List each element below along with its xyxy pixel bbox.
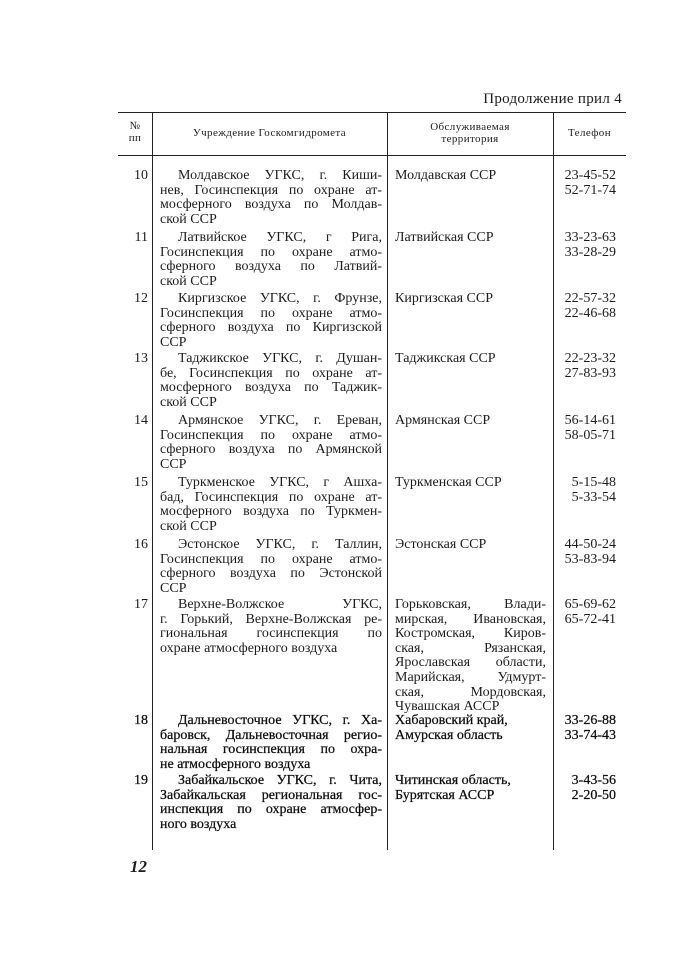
institution-cell [160,292,382,350]
territory-line: ская, Рязанская, [395,640,546,656]
institution-line: Киргизское УГКС, г. Фрунзе, [178,291,382,306]
institution-line: нальная госинспекция по охра- [160,742,382,758]
phone-number: 58-05-71 [564,427,616,443]
territory-line: Костромская, Киров- [395,626,546,642]
phone-number: 44-50-24 [564,537,616,552]
continuation-label: Продолжение прил 4 [483,91,622,107]
territory-line: Читинская область, [395,773,511,788]
institution-line: не атмосферного воздуха [160,756,311,772]
header-num-line: № [129,120,141,132]
phone-number: 3-43-56 [571,773,616,788]
phone-number: 56-14-61 [564,413,616,428]
row-number: 15 [134,475,148,490]
institution-line: Госинспекция по охране атмо- [160,244,382,260]
header-territory-line: территория [441,133,499,145]
institution-cell [160,538,382,596]
territory-cell [395,598,546,715]
territory-line: Бурятская АССР [395,787,495,803]
institution-line: инспекция по охране атмосфер- [160,802,382,818]
territory-line: Ярославская области, [395,655,546,671]
territory-line: Таджикская ССР [395,351,496,366]
institution-cell [160,714,382,772]
phone-cell [553,414,616,443]
institution-line: Армянское УГКС, г. Ереван, [178,413,382,428]
phone-cell [553,231,616,260]
institution-line: мосферного воздуха по Туркмен- [160,504,382,520]
institution-line: ного воздуха [160,816,237,832]
territory-cell [395,231,546,246]
institution-cell [160,352,382,410]
territory-cell [395,774,546,803]
header-territory [387,121,553,145]
institution-line: сферного воздуха по Армянской [160,442,382,458]
table-top-rule [118,112,626,113]
institution-line: сферного воздуха по Эстонской [160,566,382,582]
row-number: 17 [134,597,148,612]
institution-line: сферного воздуха по Латвий- [160,259,382,275]
territory-cell [395,538,546,553]
institution-line: ской ССР [160,273,217,289]
institution-line: Забайкальское УГКС, г. Чита, [178,773,382,788]
institution-line: ской ССР [160,518,217,534]
header-bottom-rule [118,155,626,156]
territory-cell [395,352,546,367]
phone-cell [553,774,616,803]
row-number: 13 [134,351,148,366]
institution-line: бад, Госинспекция по охране ат- [160,489,382,505]
institution-line: Госинспекция по охране атмо- [160,551,382,567]
phone-number: 33-26-88 [564,713,616,728]
institution-line: Латвийское УГКС, г Рига, [178,230,382,245]
phone-number: 5-33-54 [571,489,616,505]
row-number: 19 [134,773,148,788]
institution-line: бе, Госинспекция по охране ат- [160,365,382,381]
institution-line: Госинспекция по охране атмо- [160,305,382,321]
phone-cell [553,292,616,321]
territory-line: Эстонская ССР [395,537,487,552]
page-number: 12 [130,857,147,876]
institution-line: ССР [160,580,187,596]
territory-line: Амурская область [395,727,503,743]
row-number: 18 [134,713,148,728]
phone-cell [553,476,616,505]
header-num [118,120,152,144]
institution-line: Госинспекция по охране атмо- [160,427,382,443]
phone-number: 5-15-48 [571,475,616,490]
institution-line: нев, Госинспекция по охране ат- [160,182,382,198]
institution-line: Таджикское УГКС, г. Душан- [178,351,382,366]
institution-cell [160,231,382,289]
institution-line: ской ССР [160,211,217,227]
territory-line: Латвийская ССР [395,230,494,245]
phone-number: 53-83-94 [564,551,616,567]
institution-line: сферного воздуха по Киргизской [160,320,382,336]
institution-line: Дальневосточное УГКС, г. Ха- [178,713,382,728]
territory-line: Хабаровский край, [395,713,508,728]
institution-line: Туркменское УГКС, г Ашха- [178,475,382,490]
institution-cell [160,598,382,656]
institution-cell [160,476,382,534]
institution-line: ССР [160,456,187,472]
institution-cell [160,774,382,832]
institution-line: г. Горький, Верхне-Волжская ре- [160,611,382,627]
phone-cell [553,598,616,627]
header-territory-line: Обслуживаемая [430,121,510,133]
phone-cell [553,538,616,567]
territory-cell [395,169,546,184]
territory-line: Чувашская АССР [395,699,500,715]
territory-cell [395,714,546,743]
phone-number: 22-57-32 [564,291,616,306]
institution-line: ССР [160,334,187,350]
phone-number: 52-71-74 [564,182,616,198]
institution-cell [160,169,382,227]
phone-number: 22-46-68 [564,305,616,321]
column-divider [152,112,153,850]
institution-line: Верхне-Волжское УГКС, [178,597,382,612]
institution-line: мосферного воздуха по Молдав- [160,197,382,213]
header-num-line: пп [128,132,142,144]
phone-number: 33-23-63 [564,230,616,245]
territory-line: Марийская, Удмурт- [395,669,546,685]
phone-cell [553,169,616,198]
territory-cell [395,414,546,429]
row-number: 10 [134,168,148,183]
institution-line: Молдавское УГКС, г. Киши- [178,168,382,183]
territory-line: Горьковская, Влади- [395,597,546,612]
phone-number: 65-72-41 [564,611,616,627]
phone-number: 22-23-32 [564,351,616,366]
phone-cell [553,714,616,743]
row-number: 14 [134,413,148,428]
territory-cell [395,476,546,491]
row-number: 16 [134,537,148,552]
institution-line: ской ССР [160,394,217,410]
header-institution: Учреждение Госкомгидромета [192,127,347,139]
institution-cell [160,414,382,472]
territory-line: Молдавская ССР [395,168,497,183]
territory-line: мирская, Ивановская, [395,611,546,627]
institution-line: гиональная госинспекция по [160,626,382,642]
phone-number: 27-83-93 [564,365,616,381]
territory-line: ская, Мордовская, [395,684,546,700]
row-number: 12 [134,291,148,306]
phone-number: 33-28-29 [564,244,616,260]
row-number: 11 [134,230,148,245]
phone-number: 33-74-43 [564,727,616,743]
phone-number: 65-69-62 [564,597,616,612]
institution-line: баровск, Дальневосточная регио- [160,727,382,743]
phone-number: 2-20-50 [571,787,616,803]
territory-line: Киргизская ССР [395,291,494,306]
institution-line: Эстонское УГКС, г. Таллин, [178,537,382,552]
column-divider [387,112,388,850]
header-phone: Телефон [567,127,611,139]
phone-number: 23-45-52 [564,168,616,183]
institution-line: Забайкальская региональная гос- [160,787,382,803]
territory-cell [395,292,546,307]
institution-line: мосферного воздуха по Таджик- [160,380,382,396]
institution-line: охране атмосферного воздуха [160,640,338,656]
phone-cell [553,352,616,381]
territory-line: Туркменская ССР [395,475,502,490]
territory-line: Армянская ССР [395,413,491,428]
